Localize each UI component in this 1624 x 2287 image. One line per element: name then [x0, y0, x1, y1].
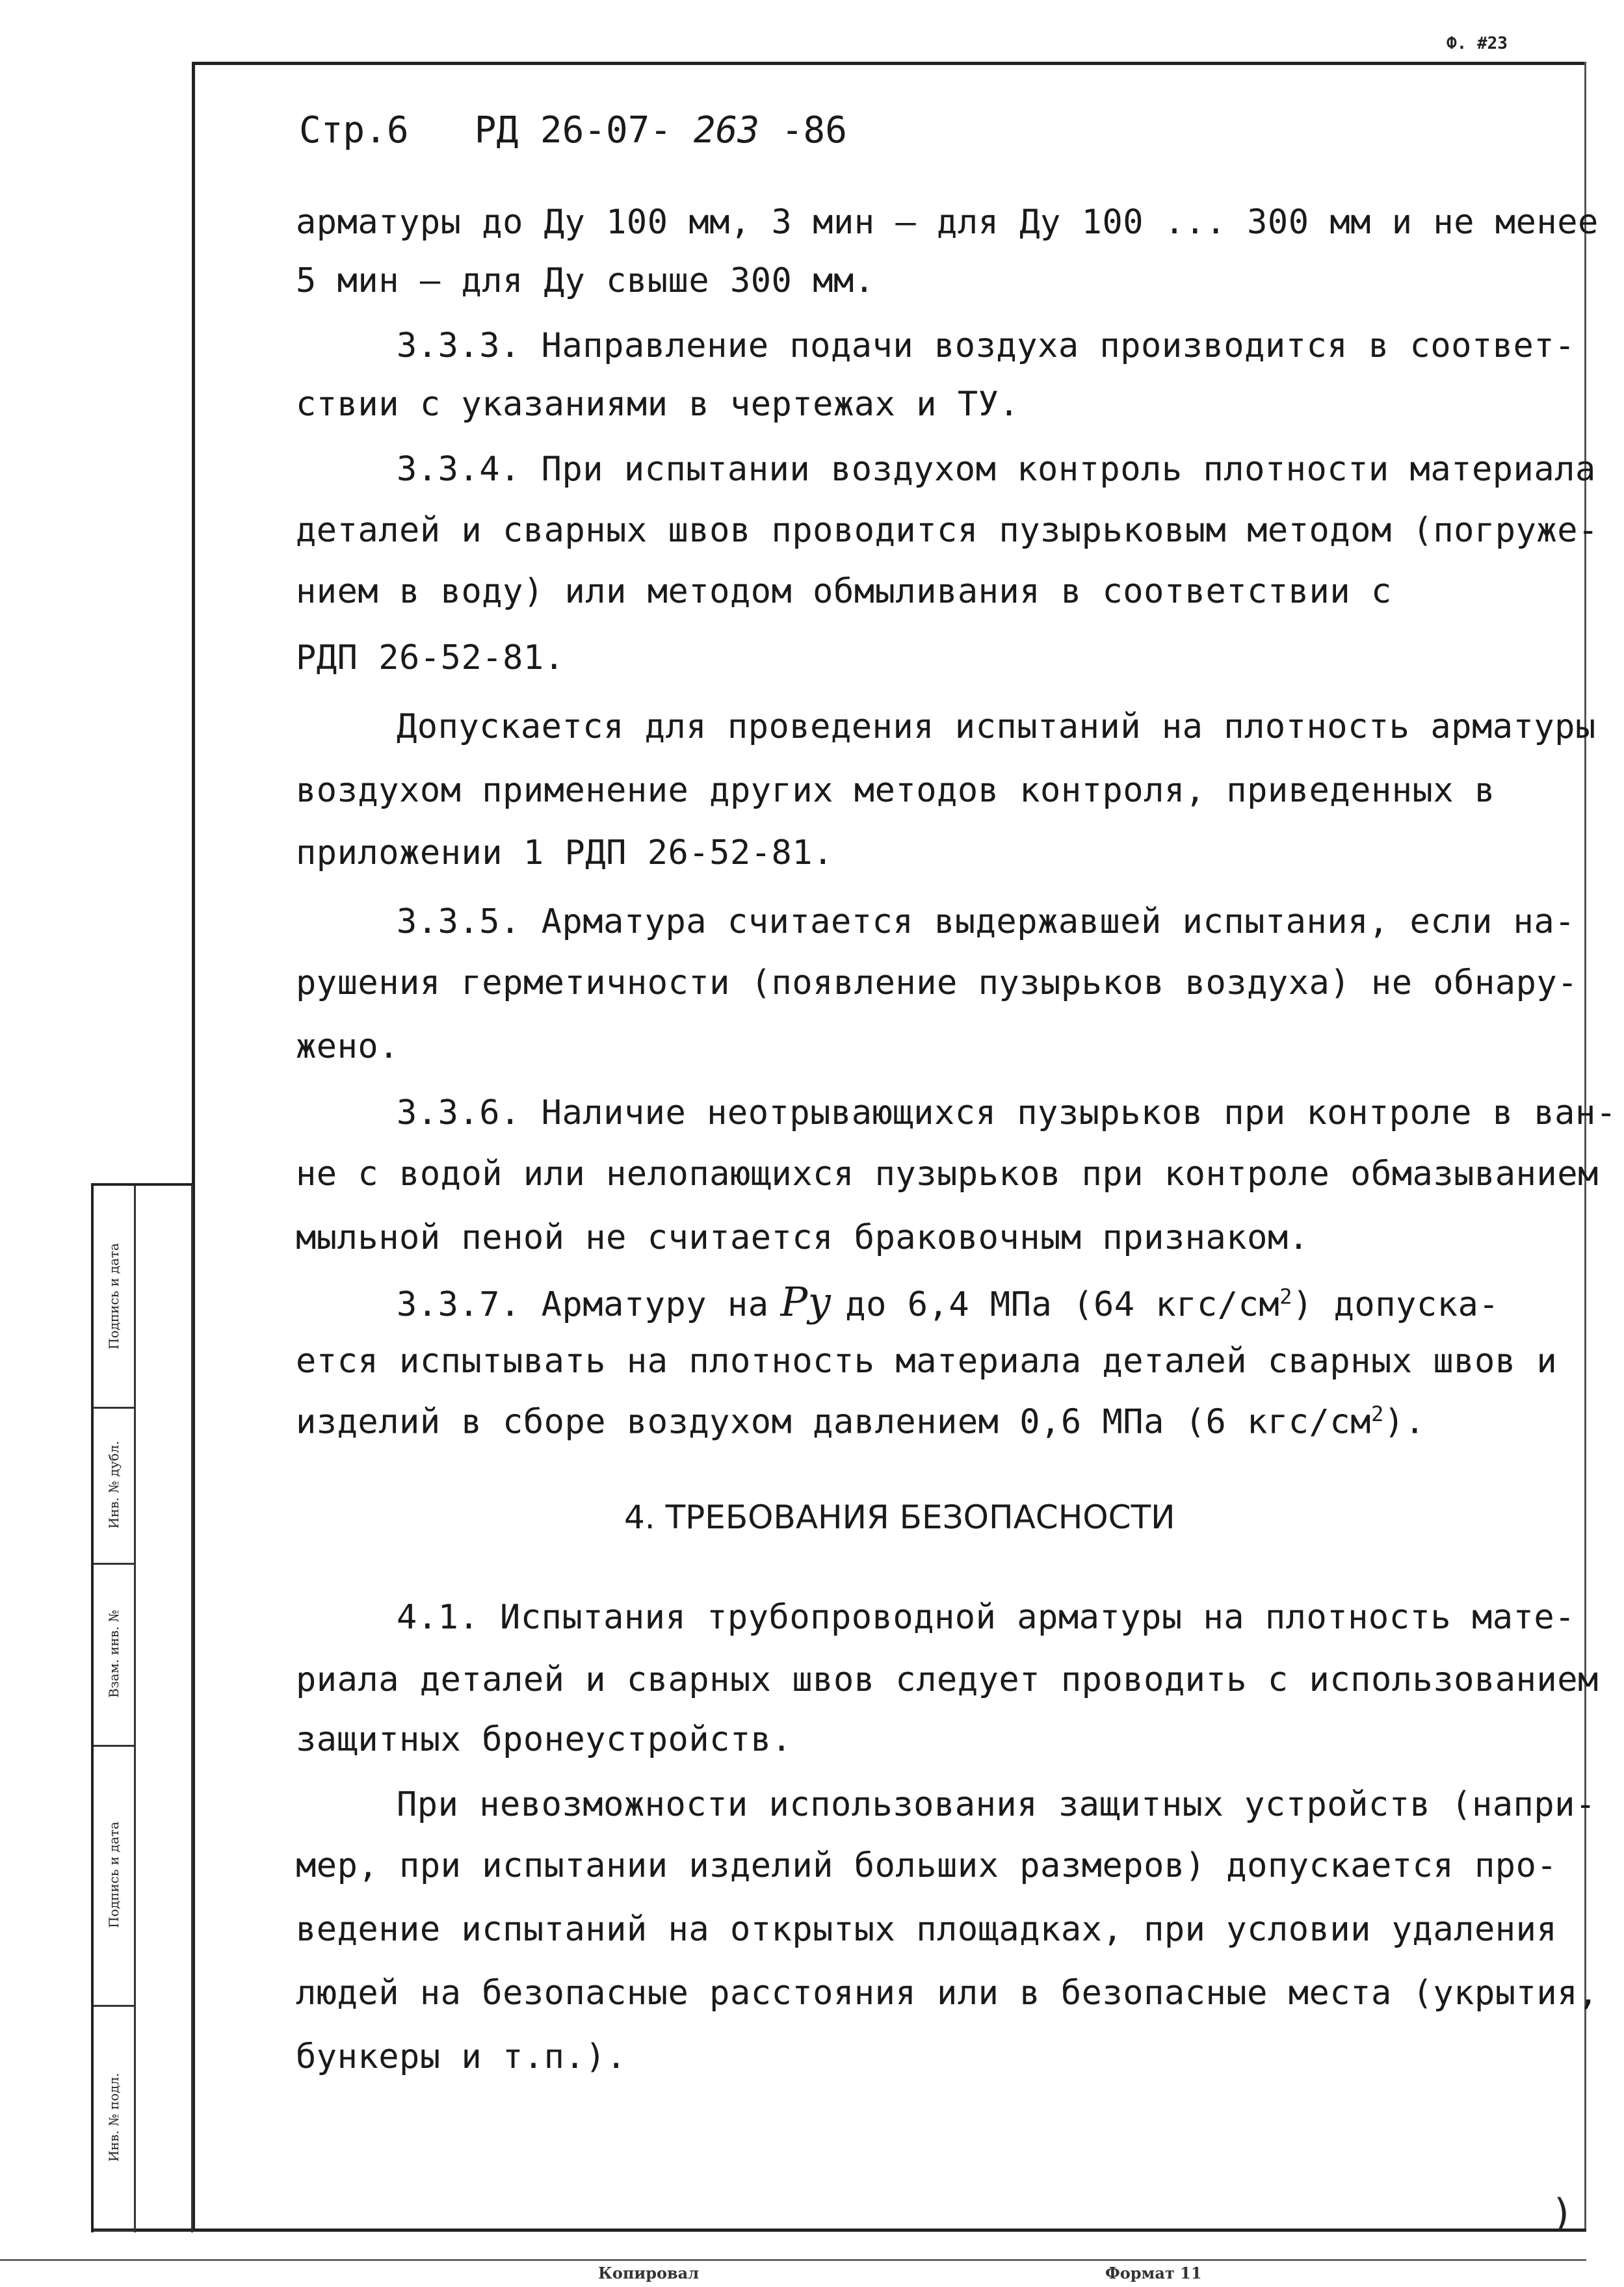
text-line: деталей и сварных швов проводится пузырьковым методом (погруже-	[296, 511, 1599, 550]
stamp-label: Подпись и дата	[106, 1822, 122, 1928]
text-line: жено.	[296, 1027, 400, 1066]
stamp-label: Подпись и дата	[106, 1243, 122, 1350]
text-line: 4.1. Испытания трубопроводной арматуры на плотность мате-	[397, 1598, 1575, 1637]
text-line: людей на безопасные расстояния или в безопасные места (укрытия,	[296, 1974, 1599, 2013]
text-line: приложении 1 РДП 26-52-81.	[296, 833, 833, 872]
stamp-label: Инв. № подл.	[106, 2072, 122, 2162]
stamp-cell-signature-1	[94, 1186, 134, 1409]
text-segment: ) допуска-	[1292, 1285, 1500, 1324]
text-line: 3.3.3. Направление подачи воздуха производится в соответ-	[397, 326, 1575, 365]
section-title: 4. ТРЕБОВАНИЯ БЕЗОПАСНОСТИ	[624, 1498, 1175, 1536]
text-line-337c	[296, 1402, 1425, 1441]
frame-brace: )	[1551, 2191, 1575, 2236]
text-line: 3.3.5. Арматура считается выдержавшей испытания, если на-	[397, 902, 1575, 941]
text-segment: изделий в сборе воздухом давлением 0,6 МПа (6 кгс/см	[296, 1402, 1371, 1442]
text-line: Допускается для проведения испытаний на плотность арматуры	[397, 707, 1596, 746]
frame-bottom-rule	[91, 2228, 1586, 2232]
superscript: 2	[1279, 1284, 1292, 1309]
text-line: При невозможности использования защитных устройств (напри-	[397, 1785, 1596, 1824]
stamp-cell-signature-2	[94, 1745, 134, 2007]
superscript: 2	[1370, 1402, 1384, 1426]
text-line: воздухом применение других методов контроля, приведенных в	[296, 771, 1495, 810]
text-line: ведение испытаний на открытых площадках, при условии удаления	[296, 1910, 1558, 1949]
stamp-label: Инв. № дубл.	[106, 1441, 122, 1529]
text-line: риала деталей и сварных швов следует проводить с использованием	[296, 1660, 1599, 1699]
frame-top-rule	[192, 62, 1586, 65]
doc-year: -86	[781, 109, 847, 151]
page-number: Стр.6	[299, 109, 409, 151]
footer-format: Формат 11	[1105, 2264, 1202, 2282]
stamp-label: Взам. инв. №	[106, 1610, 122, 1698]
stamp-cell-dup-inv	[94, 1407, 134, 1565]
text-line: 5 мин – для Ду свыше 300 мм.	[296, 261, 875, 300]
text-line: не с водой или нелопающихся пузырьков при контроле обмазыванием	[296, 1155, 1599, 1194]
doc-number: 263	[693, 109, 760, 151]
text-line: мер, при испытании изделий больших размеров) допускается про-	[296, 1846, 1558, 1885]
text-segment: 3.3.7. Арматуру на	[397, 1285, 769, 1324]
frame-bottom-rule-outer	[0, 2259, 1586, 2261]
page-header	[299, 109, 847, 151]
text-line: ется испытывать на плотность материала деталей сварных швов и	[296, 1342, 1558, 1381]
text-segment: до 6,4 МПа (64 кгс/см	[845, 1285, 1280, 1324]
margin-stamp	[91, 1183, 193, 2232]
text-line: рушения герметичности (появление пузырьков воздуха) не обнару-	[296, 963, 1578, 1002]
stamp-divider	[134, 1186, 136, 2232]
text-segment: ).	[1383, 1402, 1426, 1442]
text-line: защитных бронеустройств.	[296, 1720, 792, 1759]
footer-copied: Копировал	[598, 2264, 700, 2282]
text-line: нием в воду) или методом обмыливания в соответствии с	[296, 572, 1392, 611]
text-line: РДП 26-52-81.	[296, 638, 565, 677]
text-line: ствии с указаниями в чертежах и ТУ.	[296, 385, 1020, 424]
text-line: бункеры и т.п.).	[296, 2037, 627, 2076]
pressure-symbol: Py	[780, 1278, 832, 1326]
doc-prefix: РД 26-07-	[474, 109, 672, 151]
stamp-cell-orig-inv	[94, 2005, 134, 2232]
text-line-337	[397, 1278, 1499, 1326]
form-mark: Ф. #23	[1447, 34, 1508, 53]
text-line: арматуры до Ду 100 мм, 3 мин – для Ду 100 ... 300 мм и не менее	[296, 203, 1599, 242]
text-line: мыльной пеной не считается браковочным признаком.	[296, 1218, 1309, 1257]
text-line: 3.3.4. При испытании воздухом контроль плотности материала	[397, 450, 1596, 489]
stamp-cell-replace-inv	[94, 1563, 134, 1747]
frame-right-rule	[1584, 62, 1586, 2230]
text-line: 3.3.6. Наличие неотрывающихся пузырьков при контроле в ван-	[397, 1093, 1617, 1132]
